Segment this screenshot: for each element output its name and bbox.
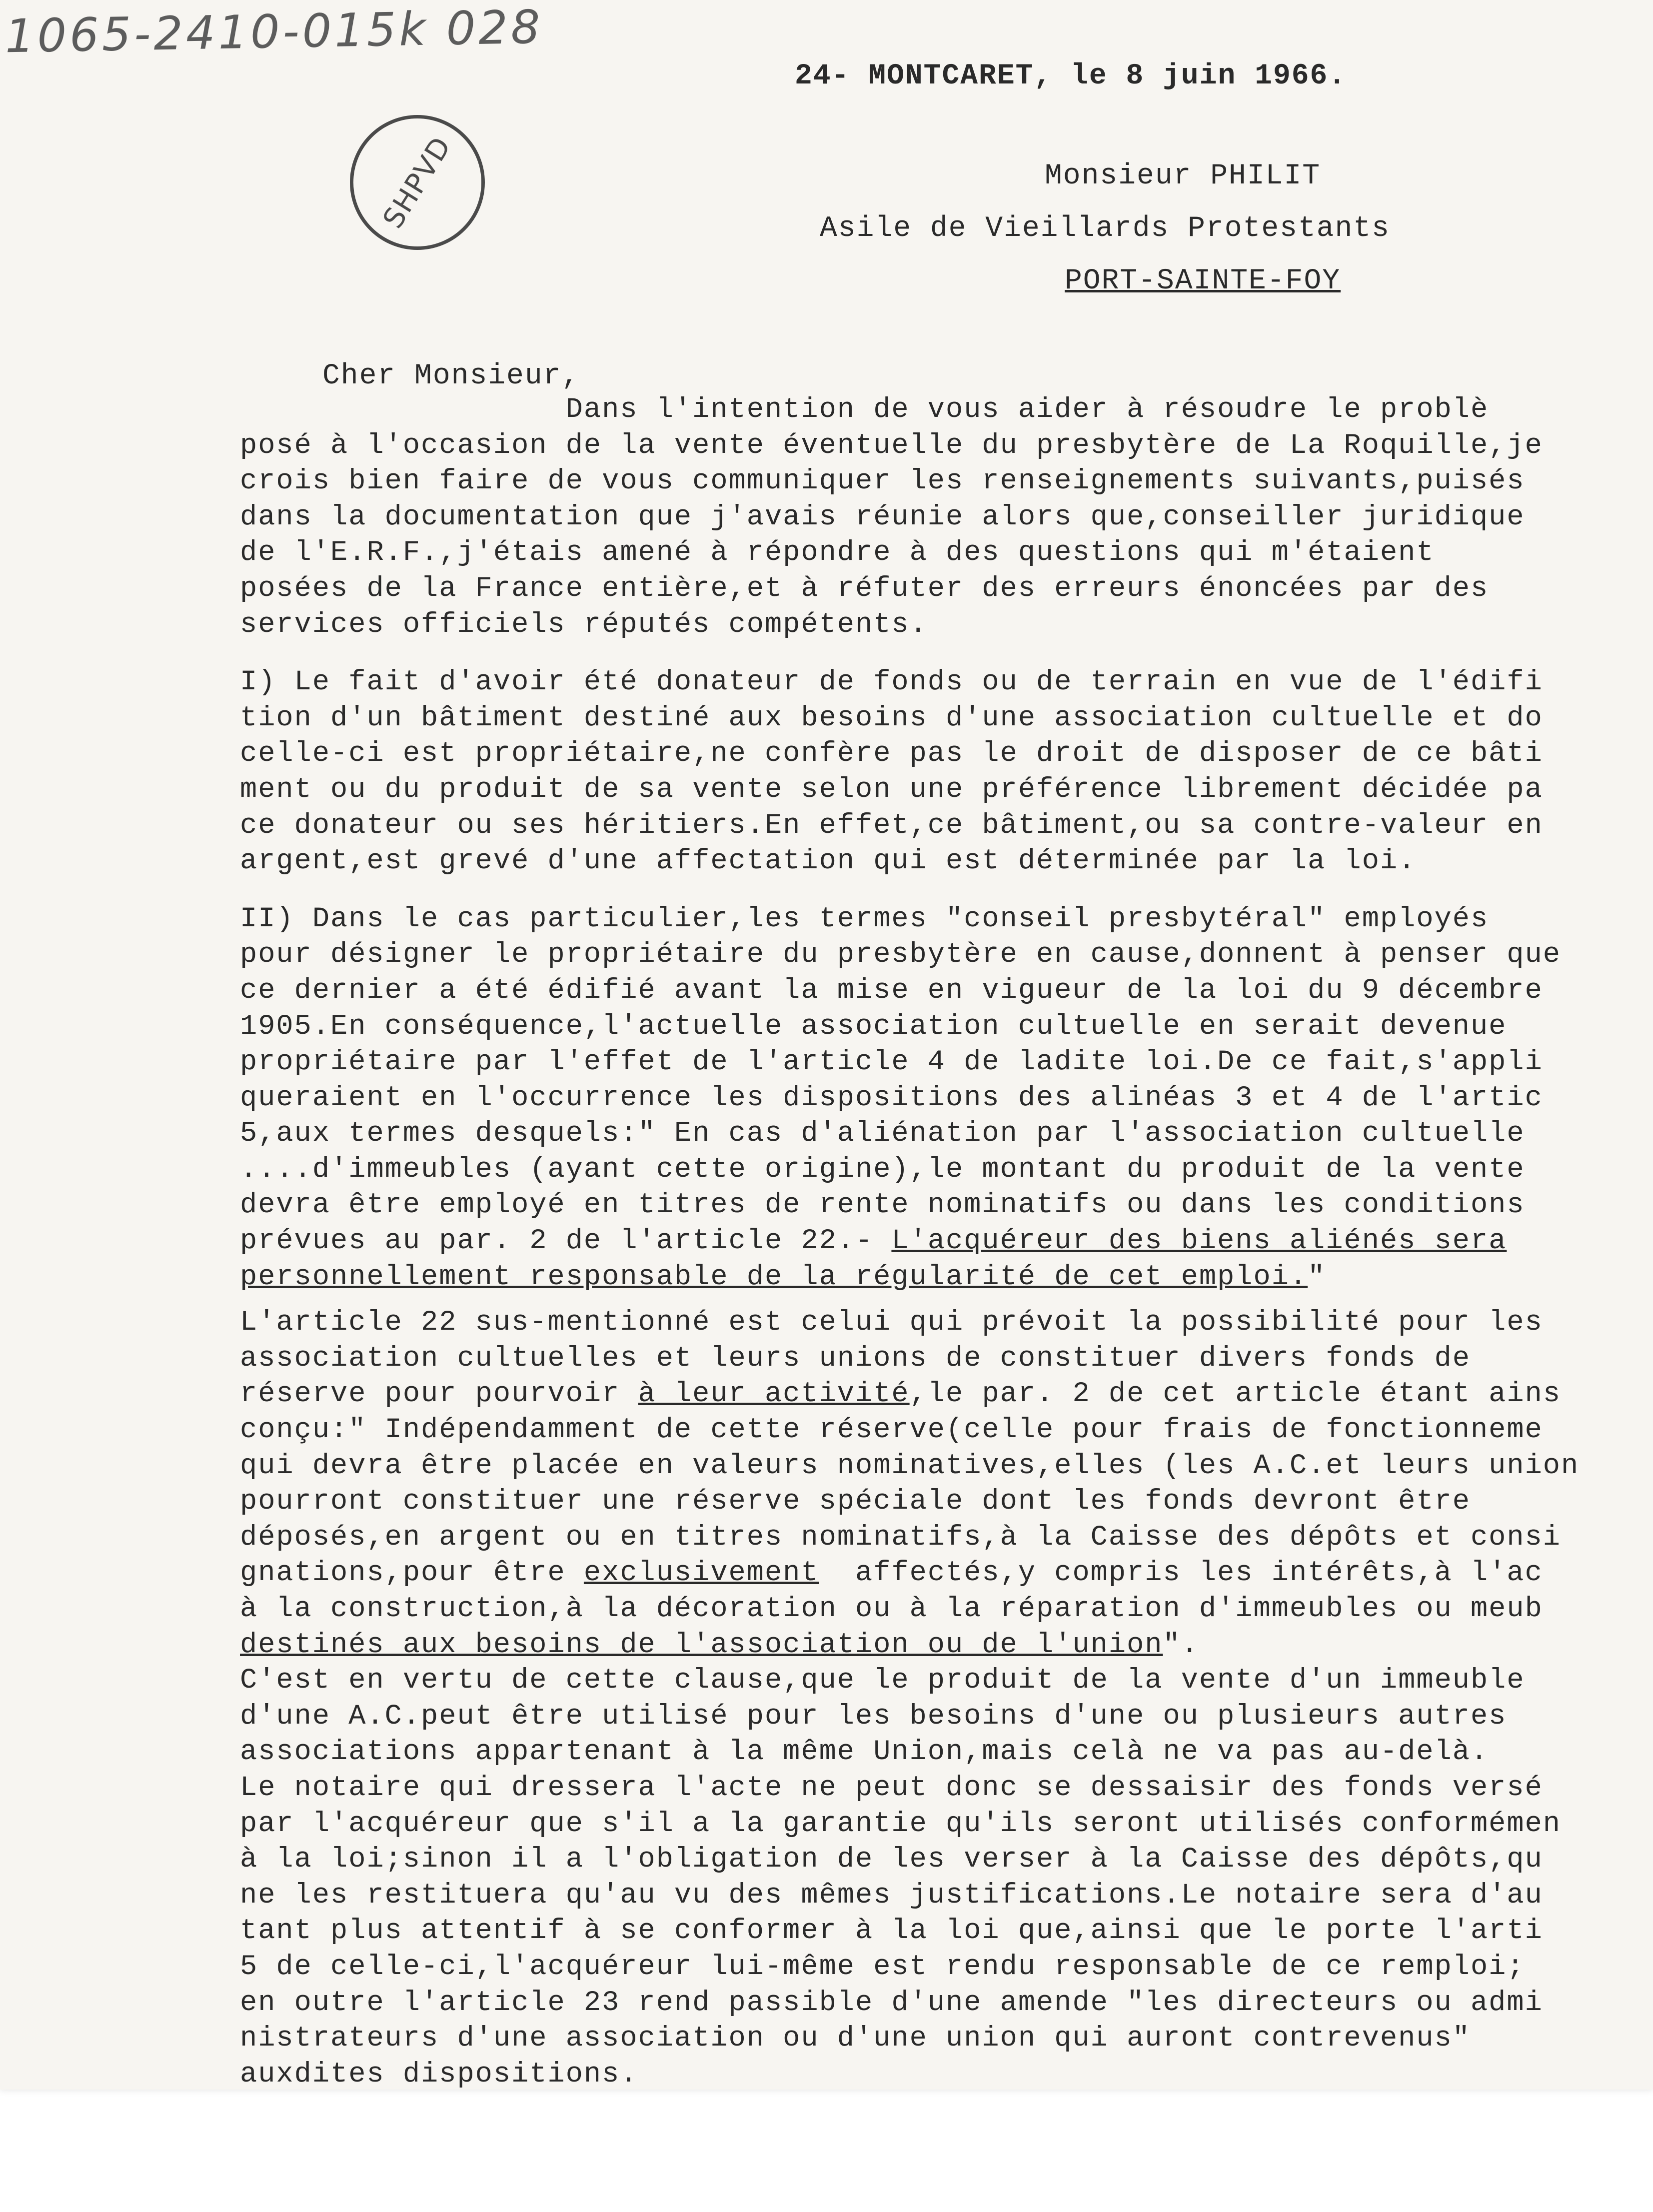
text-line: posées de la France entière,et à réfuter des erreurs énoncées par des [240,572,1489,605]
text-line: par l'acquéreur que s'il a la garantie qu'ils seront utilisés conformémen [240,1808,1562,1840]
text-line: nistrateurs d'une association ou d'une union qui auront contrevenus" [240,2023,1471,2055]
text-line: services officiels réputés compétents. [240,608,928,641]
text-line: II) Dans le cas particulier,les termes "conseil presbytéral" employés [240,903,1489,935]
recipient-name: Monsieur PHILIT [1045,160,1321,192]
dateline: 24- MONTCARET, le 8 juin 1966. [795,60,1347,92]
text-line: déposés,en argent ou en titres nominatifs,à la Caisse des dépôts et consi [240,1521,1562,1554]
text-line [240,1377,1653,1413]
point-one-paragraph [240,665,1653,880]
text-segment: affectés,y compris les intérêts,à l'ac [819,1557,1543,1590]
text-line: crois bien faire de vous communiquer les renseignements suivants,puisés [240,465,1525,498]
text-line: I) Le fait d'avoir été donateur de fonds ou de terrain en vue de l'édifi [240,666,1543,699]
text-line: queraient en l'occurrence les dispositions des alinéas 3 et 4 de l'artic [240,1082,1543,1114]
text-line: pourront constituer une réserve spéciale dont les fonds devront être [240,1486,1471,1518]
text-line: celle-ci est propriétaire,ne confère pas le droit de disposer de ce bâti [240,738,1543,770]
text-line: L'article 22 sus-mentionné est celui qui prévoit la possibilité pour les [240,1307,1543,1339]
underlined-phrase: à leur activité [638,1378,910,1411]
text-line: Dans l'intention de vous aider à résoudre le problè [240,394,1489,426]
text-line: de l'E.R.F.,j'étais amené à répondre à des questions qui m'étaient [240,537,1435,569]
text-line: argent,est grevé d'une affectation qui est déterminée par la loi. [240,845,1417,878]
closing-paragraph [240,1663,1653,2093]
stamp-text: SHPVD [376,130,458,234]
text-line: devra être employé en titres de rente nominatifs ou dans les conditions [240,1189,1525,1222]
text-line: Le notaire qui dressera l'acte ne peut donc se dessaisir des fonds versé [240,1772,1543,1804]
text-line: associations appartenant à la même Union,mais celà ne va pas au-delà. [240,1736,1489,1769]
text-segment: prévues au par. 2 de l'article 22.- [240,1225,892,1258]
archive-stamp [350,115,485,250]
text-line: à la loi;sinon il a l'obligation de les verser à la Caisse des dépôts,qu [240,1844,1543,1876]
underlined-clause: personnellement responsable de la régularité de cet emploi. [240,1261,1308,1293]
text-line: conçu:" Indépendamment de cette réserve(celle pour frais de fonctionneme [240,1414,1543,1447]
article-22-paragraph [240,1305,1653,1663]
text-segment: gnations,pour être [240,1557,584,1590]
text-line: qui devra être placée en valeurs nominatives,elles (les A.C.et leurs union [240,1450,1580,1482]
recipient-city: PORT-SAINTE-FOY [1065,265,1341,297]
salutation: Cher Monsieur, [322,360,580,392]
text-segment: ,le par. 2 de cet article étant ains [909,1378,1562,1411]
letter-body [240,392,1653,2093]
text-line: 5 de celle-ci,l'acquéreur lui-même est rendu responsable de ce remploi; [240,1951,1525,1983]
text-line: ce dernier a été édifié avant la mise en vigueur de la loi du 9 décembre [240,974,1543,1007]
intro-paragraph [240,392,1653,643]
text-line: auxdites dispositions. [240,2058,638,2091]
underlined-phrase: exclusivement [583,1557,819,1590]
text-line: ....d'immeubles (ayant cette origine),le montant du produit de la vente [240,1153,1525,1186]
text-line: ne les restituera qu'au vu des mêmes justifications.Le notaire sera d'au [240,1879,1543,1912]
text-line: en outre l'article 23 rend passible d'une amende "les directeurs ou admi [240,1987,1543,2019]
text-line: ment ou du produit de sa vente selon une préférence librement décidée pa [240,773,1543,806]
handwritten-reference: 1065-2410-015k 028 [4,0,544,63]
point-two-paragraph [240,902,1653,1296]
text-line [240,1224,1653,1260]
text-line: posé à l'occasion de la vente éventuelle du presbytère de La Roquille,je [240,429,1543,462]
recipient-institution: Asile de Vieillards Protestants [820,212,1390,245]
text-line: pour désigner le propriétaire du presbytère en cause,donnent à penser que [240,939,1562,971]
text-segment: réserve pour pourvoir [240,1378,638,1411]
text-line: tant plus attentif à se conformer à la loi que,ainsi que le porte l'arti [240,1915,1543,1948]
text-line [240,1556,1653,1592]
text-line: 5,aux termes desquels:" En cas d'aliénation par l'association cultuelle [240,1118,1525,1150]
text-segment: " [1308,1261,1326,1293]
text-line: tion d'un bâtiment destiné aux besoins d'une association cultuelle et do [240,702,1543,734]
text-line: C'est en vertu de cette clause,que le produit de la vente d'un immeuble [240,1665,1525,1697]
text-line [240,1260,1653,1296]
text-line: dans la documentation que j'avais réunie alors que,conseiller juridique [240,501,1525,533]
text-line: 1905.En conséquence,l'actuelle association cultuelle en serait devenue [240,1010,1507,1043]
text-line: association cultuelles et leurs unions de constituer divers fonds de [240,1342,1471,1375]
underlined-phrase: destinés aux besoins de l'association ou de l'union [240,1629,1163,1661]
text-line: ce donateur ou ses héritiers.En effet,ce bâtiment,ou sa contre-valeur en [240,809,1543,842]
text-line: d'une A.C.peut être utilisé pour les besoins d'une ou plusieurs autres [240,1700,1507,1733]
text-line [240,1628,1653,1664]
text-line: propriétaire par l'effet de l'article 4 de ladite loi.De ce fait,s'appli [240,1046,1543,1079]
underlined-clause: L'acquéreur des biens aliénés sera [891,1225,1507,1258]
text-line: à la construction,à la décoration ou à la réparation d'immeubles ou meub [240,1593,1543,1625]
text-segment: ". [1163,1629,1199,1661]
